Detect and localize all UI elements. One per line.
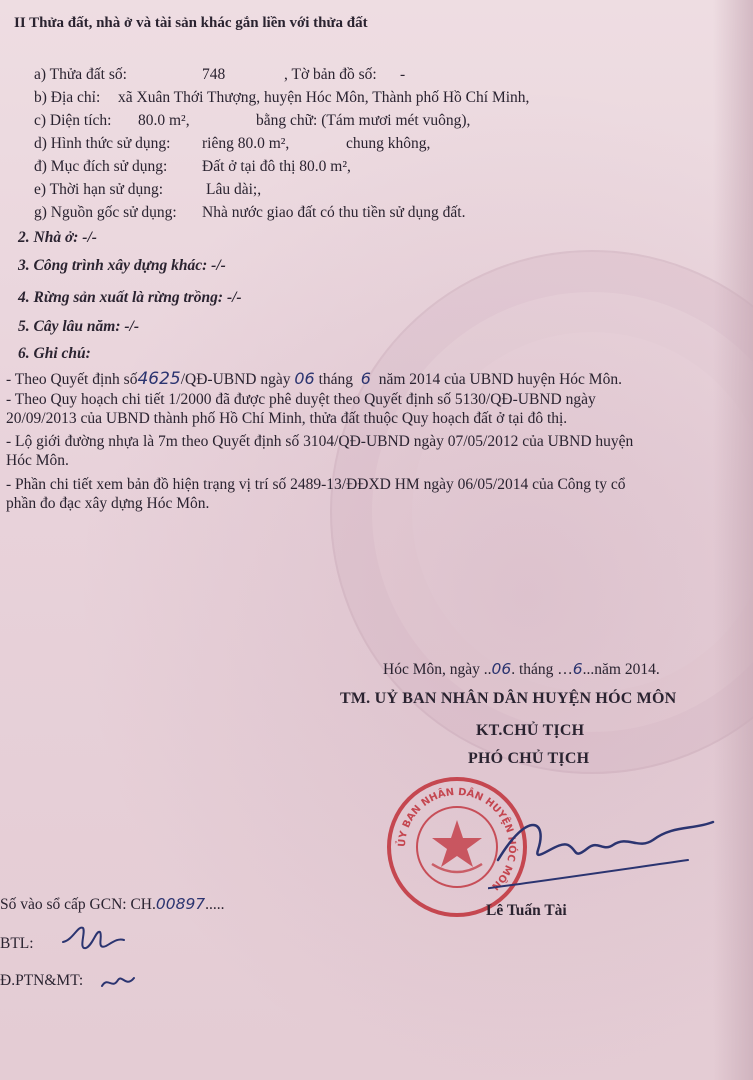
perennial-item: 5. Cây lâu năm: -/- bbox=[18, 318, 139, 335]
note-3-line-2: Hóc Môn. bbox=[6, 452, 69, 469]
note-2-line-1: - Theo Quy hoạch chi tiết 1/2000 đã được phê duyệt theo Quyết định số 5130/QĐ-UBND ngày bbox=[6, 391, 596, 408]
ptn-initials-icon bbox=[98, 968, 138, 996]
note-3-line-1: - Lộ giới đường nhựa là 7m theo Quyết định số 3104/QĐ-UBND ngày 07/05/2012 của UBND huyện bbox=[6, 433, 634, 450]
gcn-dots: ..... bbox=[205, 896, 225, 913]
decision-number-handwritten: 4625 bbox=[137, 369, 181, 389]
construction-item: 3. Công trình xây dựng khác: -/- bbox=[18, 257, 226, 274]
parcel-number-label: a) Thửa đất số: bbox=[34, 66, 127, 83]
area-label: c) Diện tích: bbox=[34, 112, 112, 129]
note-1-mid: /QĐ-UBND ngày bbox=[180, 371, 291, 388]
note-1-prefix: - Theo Quyết định số bbox=[6, 371, 138, 388]
notes-title: 6. Ghi chú: bbox=[18, 345, 91, 362]
place-date bbox=[383, 660, 660, 679]
note-1-suffix: năm 2014 của UBND huyện Hóc Môn. bbox=[378, 371, 622, 388]
origin-label: g) Nguồn gốc sử dụng: bbox=[34, 204, 177, 221]
note-1 bbox=[6, 370, 622, 389]
address-label: b) Địa chỉ: bbox=[34, 89, 101, 106]
map-sheet-label: , Tờ bản đồ số: bbox=[284, 66, 377, 83]
decision-month-handwritten: 6 bbox=[360, 369, 371, 388]
gcn-number-handwritten: 00897 bbox=[155, 895, 206, 913]
place-date-prefix: Hóc Môn, ngày .. bbox=[383, 661, 492, 678]
term-value: Lâu dài;, bbox=[206, 181, 262, 198]
signer-role-2: PHÓ CHỦ TỊCH bbox=[468, 750, 590, 767]
area-value: 80.0 m², bbox=[138, 112, 190, 129]
signature-icon bbox=[488, 790, 718, 910]
parcel-number-value: 748 bbox=[202, 66, 226, 83]
area-in-words: bằng chữ: (Tám mươi mét vuông), bbox=[256, 112, 471, 129]
sign-year: ...năm 2014. bbox=[582, 661, 660, 678]
month-prefix: . tháng … bbox=[511, 661, 573, 678]
btl-initials-icon bbox=[58, 920, 128, 960]
forest-item: 4. Rừng sản xuất là rừng trồng: -/- bbox=[18, 289, 242, 306]
note-4-line-2: phần đo đạc xây dựng Hóc Môn. bbox=[6, 495, 210, 512]
usage-form-label: d) Hình thức sử dụng: bbox=[34, 135, 171, 152]
issuing-authority: TM. UỶ BAN NHÂN DÂN HUYỆN HÓC MÔN bbox=[340, 690, 677, 707]
sign-month-handwritten: 6 bbox=[572, 660, 583, 678]
purpose-value: Đất ở tại đô thị 80.0 m², bbox=[202, 158, 351, 175]
signer-name: Lê Tuấn Tài bbox=[486, 902, 567, 919]
purpose-label: đ) Mục đích sử dụng: bbox=[34, 158, 168, 175]
term-label: e) Thời hạn sử dụng: bbox=[34, 181, 164, 198]
seal-text: ỦY BAN NHÂN DÂN HUYỆN HÓC MÔN bbox=[396, 786, 518, 892]
decision-day-handwritten: 06 bbox=[294, 369, 315, 388]
house-item: 2. Nhà ở: -/- bbox=[18, 229, 97, 246]
usage-common: chung không, bbox=[346, 135, 431, 152]
note-4-line-1: - Phần chi tiết xem bản đồ hiện trạng vị trí số 2489-13/ĐĐXD HM ngày 06/05/2014 của Công ty cổ bbox=[6, 476, 626, 493]
map-sheet-value: - bbox=[400, 66, 406, 83]
ptn-label: Đ.PTN&MT: bbox=[0, 972, 84, 989]
note-1-month-label: tháng bbox=[318, 371, 354, 388]
note-2-line-2: 20/09/2013 của UBND thành phố Hồ Chí Minh, thửa đất thuộc Quy hoạch đất ở tại đô thị. bbox=[6, 410, 568, 427]
origin-value: Nhà nước giao đất có thu tiền sử dụng đất. bbox=[202, 204, 466, 221]
gcn-label: Số vào sổ cấp GCN: CH. bbox=[0, 896, 156, 913]
signer-role-1: KT.CHỦ TỊCH bbox=[476, 722, 585, 739]
gcn-registry bbox=[0, 895, 225, 914]
address-value: xã Xuân Thới Thượng, huyện Hóc Môn, Thành phố Hồ Chí Minh, bbox=[118, 89, 530, 106]
section-title: II Thửa đất, nhà ở và tài sản khác gắn liền với thửa đất bbox=[14, 15, 368, 31]
usage-private: riêng 80.0 m², bbox=[202, 135, 290, 152]
btl-label: BTL: bbox=[0, 935, 34, 952]
sign-day-handwritten: 06 bbox=[491, 660, 512, 678]
page-edge bbox=[713, 0, 753, 1080]
